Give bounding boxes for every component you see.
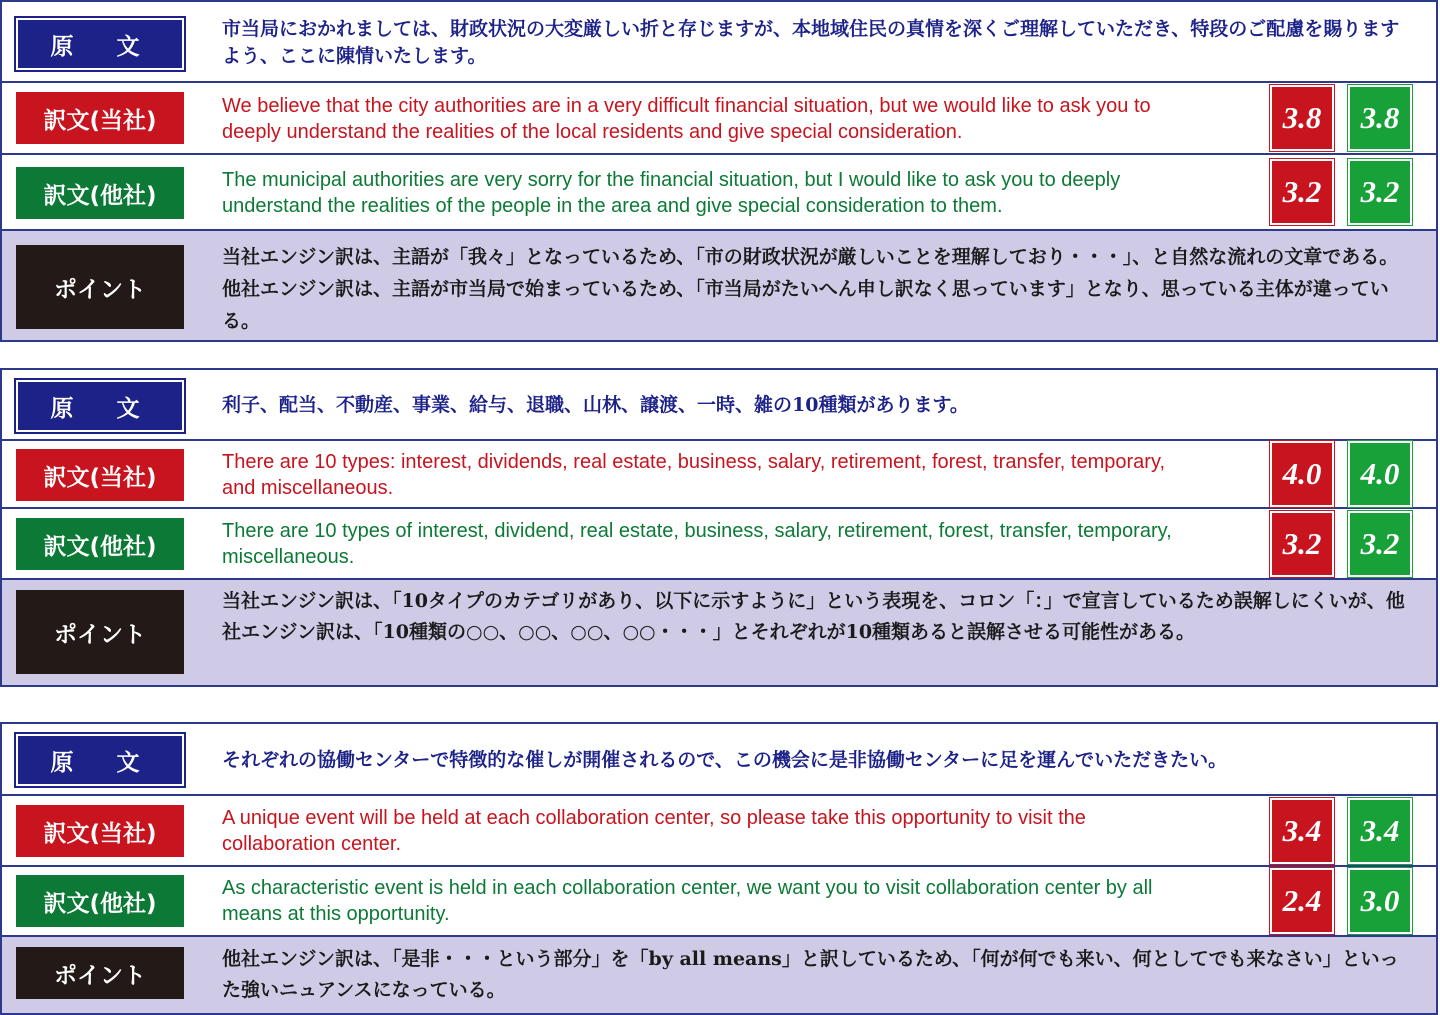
- theirs-score-1: 2.4: [1270, 868, 1334, 934]
- original-row: [2, 2, 1436, 83]
- ours-row: [2, 796, 1436, 867]
- ours-score-2: 4.0: [1348, 441, 1412, 507]
- point-text: 他社エンジン訳は、「是非・・・という部分」を「by all means」と訳しているため、「何が何でも来い、何としてでも来なさい」といった強いニュアンスになっている。: [222, 948, 1399, 1001]
- ours-label: 訳文(当社): [16, 805, 184, 857]
- original-label: 原 文: [16, 380, 184, 432]
- point-row: [2, 937, 1436, 1013]
- point-label: ポイント: [16, 590, 184, 674]
- ours-text: We believe that the city authorities are in a very difficult financial situation, but we would like to ask you to deeply understand the realities of the local residents and give special consideration.: [222, 95, 1151, 143]
- theirs-score-2: 3.0: [1348, 868, 1412, 934]
- theirs-label: 訳文(他社): [16, 875, 184, 927]
- ours-row: [2, 441, 1436, 509]
- theirs-text: The municipal authorities are very sorry for the financial situation, but I would like to ask you to deeply understand the realities of the people in the area and give special consideration to them.: [222, 169, 1121, 217]
- theirs-label: 訳文(他社): [16, 167, 184, 219]
- theirs-score-1: 3.2: [1270, 159, 1334, 225]
- point-text: 当社エンジン訳は、主語が「我々」となっているため、「市の財政状況が厳しいことを理解しており・・・」、と自然な流れの文章である。他社エンジン訳は、主語が市当局で始まっているため、「市当局がたいへん申し訳なく思っています」となり、思っている主体が違っている。: [222, 246, 1399, 332]
- ours-score-1: 3.8: [1270, 85, 1334, 151]
- theirs-row: [2, 155, 1436, 231]
- comparison-block-1: [0, 0, 1438, 342]
- comparison-block-2: [0, 368, 1438, 687]
- original-text: 市当局におかれましては、財政状況の大変厳しい折と存じますが、本地域住民の真情を深くご理解していただき、特段のご配慮を賜りますよう、ここに陳情いたします。: [222, 18, 1400, 67]
- comparison-block-3: [0, 722, 1438, 1015]
- point-row: [2, 231, 1436, 340]
- theirs-row: [2, 509, 1436, 580]
- theirs-text: As characteristic event is held in each collaboration center, we want you to visit collaboration center by all means at this opportunity.: [222, 877, 1153, 925]
- theirs-score-2: 3.2: [1348, 511, 1412, 577]
- ours-label: 訳文(当社): [16, 92, 184, 144]
- ours-label: 訳文(当社): [16, 449, 184, 501]
- point-label: ポイント: [16, 245, 184, 329]
- original-label: 原 文: [16, 18, 184, 70]
- point-text: 当社エンジン訳は、「10タイプのカテゴリがあり、以下に示すように」という表現を、コロン「：」で宣言しているため誤解しにくいが、他社エンジン訳は、「10種類の○○、○○、○○、○○・・・」とそれぞれが10種類あると誤解させる可能性がある。: [222, 590, 1405, 643]
- original-label: 原 文: [16, 734, 184, 786]
- theirs-score-1: 3.2: [1270, 511, 1334, 577]
- theirs-text: There are 10 types of interest, dividend, real estate, business, salary, retirement, forest, transfer, temporary, miscellaneous.: [222, 520, 1172, 568]
- ours-row: [2, 83, 1436, 155]
- theirs-row: [2, 867, 1436, 937]
- original-text: それぞれの協働センターで特徴的な催しが開催されるので、この機会に是非協働センターに足を運んでいただきたい。: [222, 749, 1228, 771]
- theirs-score-2: 3.2: [1348, 159, 1412, 225]
- ours-score-1: 3.4: [1270, 798, 1334, 864]
- point-label: ポイント: [16, 947, 184, 999]
- ours-score-2: 3.8: [1348, 85, 1412, 151]
- original-row: [2, 724, 1436, 796]
- ours-text: A unique event will be held at each collaboration center, so please take this opportunity to visit the collaboration center.: [222, 807, 1086, 855]
- original-row: [2, 370, 1436, 441]
- ours-score-1: 4.0: [1270, 441, 1334, 507]
- ours-text: There are 10 types: interest, dividends, real estate, business, salary, retirement, forest, transfer, temporary, and miscellaneous.: [222, 451, 1166, 499]
- point-row: [2, 580, 1436, 685]
- theirs-label: 訳文(他社): [16, 518, 184, 570]
- ours-score-2: 3.4: [1348, 798, 1412, 864]
- original-text: 利子、配当、不動産、事業、給与、退職、山林、譲渡、一時、雑の10種類があります。: [222, 394, 969, 416]
